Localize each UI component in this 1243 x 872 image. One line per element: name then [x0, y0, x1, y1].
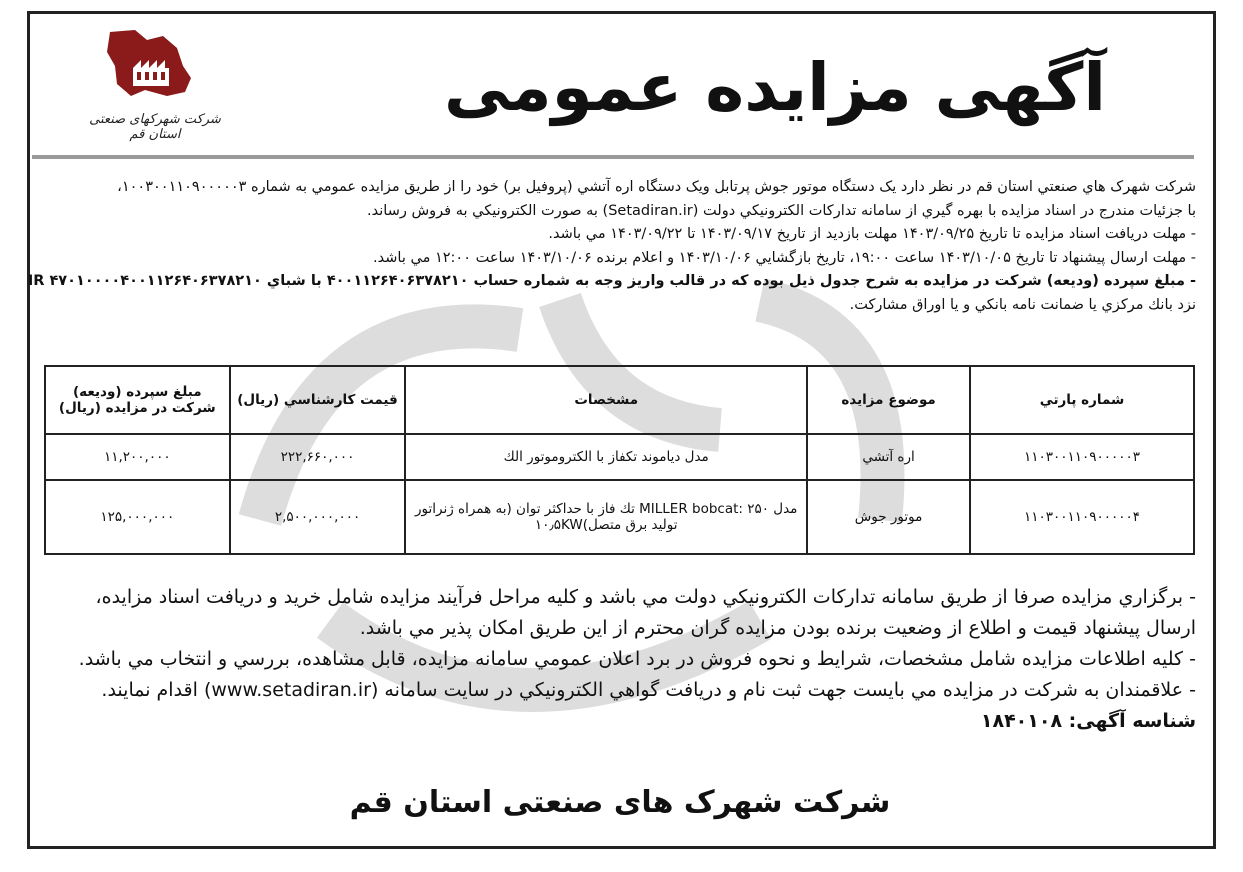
footer-company-name: شرکت شهرک های صنعتی استان قم [349, 785, 891, 820]
cell-subject: اره آتشي [807, 434, 970, 480]
cell-expert-price: ۲۲۲,۶۶۰,۰۰۰ [230, 434, 406, 480]
notes-section [36, 582, 1196, 737]
intro-line: نزد بانك مرکزي يا ضمانت نامه بانکي و يا اوراق مشارکت. [849, 296, 1196, 313]
cell-expert-price: ۲,۵۰۰,۰۰۰,۰۰۰ [230, 480, 406, 554]
logo-signature-text: شرکت شهرکهای صنعتی استان قم [89, 112, 221, 142]
table-row [45, 434, 1194, 480]
intro-paragraph [27, 176, 1196, 317]
col-subject: موضوع مزايده [807, 366, 970, 434]
col-expert-price: قيمت كارشناسي (ريال) [230, 366, 406, 434]
intro-line: با جزئيات مندرج در اسناد مزايده با بهره گيري از سامانه تداركات الكترونيكي دولت (Setadiran.ir) به صورت الكترونيكي به فروش رساند. [367, 202, 1196, 219]
col-deposit: مبلغ سپرده (وديعه) شرکت در مزايده (ريال) [45, 366, 230, 434]
cell-deposit: ۱۱,۲۰۰,۰۰۰ [45, 434, 230, 480]
table-header-row [45, 366, 1194, 434]
cell-specs: مدل دياموند تكفاز با الكتروموتور الك [405, 434, 807, 480]
cell-lot-number: ۱۱۰۳۰۰۱۱۰۹۰۰۰۰۰۳ [970, 434, 1194, 480]
cell-lot-number: ۱۱۰۳۰۰۱۱۰۹۰۰۰۰۰۴ [970, 480, 1194, 554]
intro-line: - مهلت دريافت اسناد مزايده تا تاريخ ۱۴۰۳/۰۹/۲۵ مهلت بازديد از تاريخ ۱۴۰۳/۰۹/۱۷ تا ۱۴۰۳/۰۹/۲۲ مي باشد. [548, 226, 1196, 242]
intro-line: شرکت شهرک هاي صنعتي استان قم در نظر دارد يک دستگاه موتور جوش پرتابل ويک دستگاه اره آتشي (پروفيل بر) خود را از طريق مزايده عمومي به شماره ۱۰۰۳۰۰۱۱۰۹۰۰۰۰۰۳، [117, 179, 1196, 195]
intro-line: - مبلغ سپرده (وديعه) شرکت در مزايده به شرح جدول ذيل بوده که در قالب واريز وجه به شماره حساب ۴۰۰۱۱۲۶۴۰۶۳۷۸۲۱۰ با شباي IR ۴۷۰۱۰۰۰۰۴۰۰۱۱۲۶۴۰۶۳۷۸۲۱۰ [27, 273, 1196, 289]
intro-line: - مهلت ارسال پيشنهاد تا تاريخ ۱۴۰۳/۱۰/۰۵ ساعت ۱۹:۰۰، تاريخ بازگشايي ۱۴۰۳/۱۰/۰۶ و اعلام برنده ۱۴۰۳/۱۰/۰۶ ساعت ۱۲:۰۰ مي باشد. [373, 249, 1196, 266]
lots-table [44, 365, 1195, 555]
cell-specs: مدل MILLER bobcat: ۲۵۰ تك فاز با حداكثر توان (به همراه ژنراتور توليد برق متصل)۱۰٫۵KW [405, 480, 807, 554]
table-row [45, 480, 1194, 554]
cell-subject: موتور جوش [807, 480, 970, 554]
cell-deposit: ۱۲۵,۰۰۰,۰۰۰ [45, 480, 230, 554]
col-specs: مشخصات [405, 366, 807, 434]
ad-identifier: شناسه آگهی: ۱۸۴۰۱۰۸ [980, 710, 1196, 732]
note-line: - كليه اطلاعات مزايده شامل مشخصات، شرايط و نحوه فروش در برد اعلان عمومي سامانه مزايده، قابل مشاهده، بررسي و انتخاب مي باشد. [78, 648, 1196, 670]
col-lot-number: شماره پارتي [970, 366, 1194, 434]
note-line: ارسال پيشنهاد قيمت و اطلاع از وضعيت برنده بودن مزايده گران محترم از اين طريق امكان پذير مي باشد. [359, 617, 1196, 639]
company-logo [85, 26, 225, 146]
note-line: - علاقمندان به شرکت در مزايده مي بايست جهت ثبت نام و دريافت گواهي الكترونيكي در سايت سامانه (www.setadiran.ir) اقدام نمايند. [101, 679, 1196, 701]
page-title: آگهی مزایده عمومی [443, 49, 1107, 126]
header-divider [32, 155, 1194, 159]
note-line: - برگزاري مزايده صرفا از طريق سامانه تداركات الكترونيكي دولت مي باشد و كليه مراحل فرآيند مزايده شامل خريد و دريافت اسناد مزايده، [95, 586, 1196, 608]
